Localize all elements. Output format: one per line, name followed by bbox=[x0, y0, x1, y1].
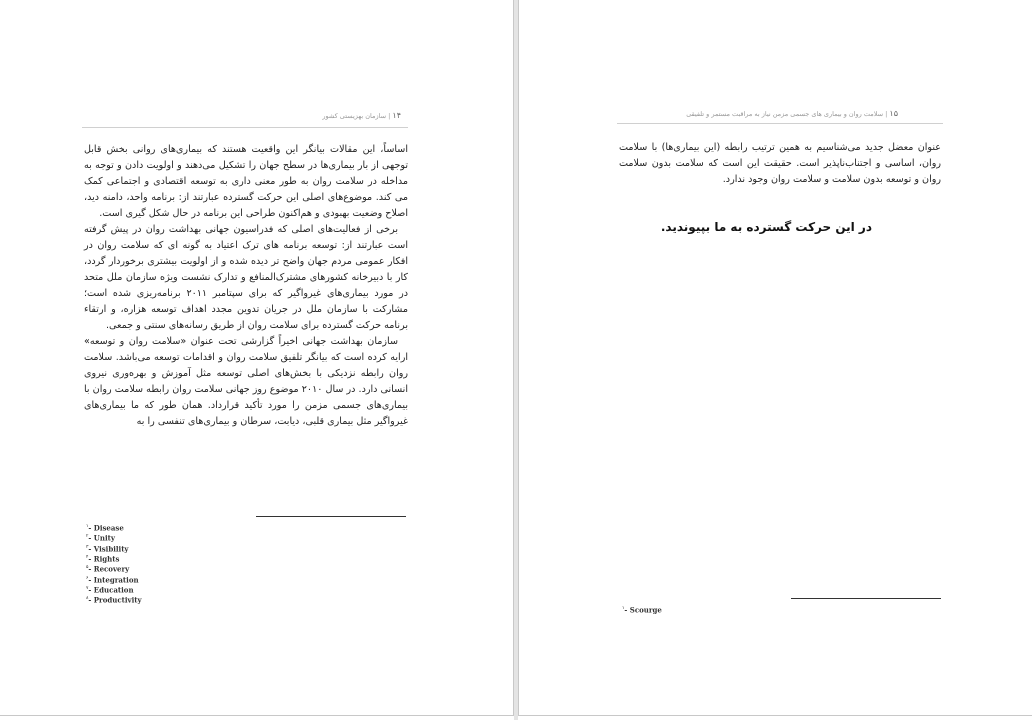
left-page bbox=[0, 0, 514, 716]
call-to-action-heading: در این حرکت گسترده به ما بپیوندید. bbox=[660, 220, 872, 234]
footnote-4: $^۴$- Rights bbox=[86, 554, 120, 564]
left-paragraph-2: برخی از فعالیت‌های اصلی که فدراسیون جهانی بهداشت روان در پیش گرفته است عبارتند از: توسعه برنامه های ترک اعتیاد به گونه ای که سلامت روان در افکار عمومی مردم جهان واضح تر دیده شده و از اولویت بیشتری برخوردار گردد، کار با دبیرخانه کشورهای مشترک‌المنافع و تدارک نشست ویژه سازمان ملل متحد در مورد بیماری‌های غیرواگیر که برای سپتامبر ۲۰۱۱ برنامه‌ریزی شده است؛ مشارکت با سازمان ملل در جریان تدوین مجدد اهداف توسعه هزاره، و ارتقاء برنامه حرکت گسترده برای سلامت روان از طریق رسانه‌های سنتی و جمعی. bbox=[84, 224, 408, 331]
right-page bbox=[518, 0, 1032, 716]
footnote-7: $^۷$- Education bbox=[86, 585, 134, 595]
footnote-5: $^۵$- Recovery bbox=[86, 564, 130, 574]
footnote-8: $^۸$- Productivity bbox=[86, 595, 142, 605]
right-running-header bbox=[686, 109, 898, 118]
left-header-separator: | bbox=[388, 112, 391, 120]
right-footnote-rule bbox=[791, 598, 941, 599]
left-paragraph-3: سازمان بهداشت جهانی اخیراً گزارشی تحت عنوان «سلامت روان و توسعه» ارایه کرده است که بیانگر تلفیق سلامت روان و اقدامات توسعه می‌باشد. سلامت روان رابطه نزدیکی با بخش‌های اصلی توسعه مثل آموزش و بهره‌وری نیروی انسانی دارد. در سال ۲۰۱۰ موضوع روز جهانی سلامت روان رابطه سلامت روان با بیماری‌های جسمی مزمن را مورد تأکید قرارداد. همان طور که ما بیماری‌های غیرواگیر مثل بیماری قلبی، دیابت، سرطان و بیماری‌های تنفسی را به bbox=[84, 336, 408, 427]
footnote-2: $^۲$- Unity bbox=[86, 533, 115, 543]
footnote-3: $^۳$- Visibility bbox=[86, 543, 129, 553]
left-footnotes bbox=[86, 522, 142, 605]
right-header-title: سلامت روان و بیماری های جسمی مزمن نیاز به مراقبت مستمر و تلفیقی bbox=[686, 110, 884, 118]
footnote-1: $^۱$- Disease bbox=[86, 523, 124, 533]
right-body-text bbox=[619, 140, 941, 188]
left-paragraph-1: اساساً، این مقالات بیانگر این واقعیت هستند که بیماری‌های روانی بخش قابل توجهی از بار بیماری‌ها در سطح جهان را تشکیل می‌دهند و اولویت دادن و توجه به مداخله در سلامت روان به طور معنی داری به توسعه اقتصادی و اجتماعی کمک می کند. موضوع‌های اصلی این حرکت گسترده عبارتند از: برنامه واحد، دامنه دید، اصلاح وضعیت بهبودی و هم‌اکنون طراحی این برنامه در حال شکل گیری است. bbox=[84, 144, 408, 219]
right-page-number: ۱۵ bbox=[889, 109, 898, 118]
right-header-separator: | bbox=[885, 110, 888, 118]
footnote-scourge: $^۱$- Scourge bbox=[622, 605, 662, 615]
left-running-header bbox=[322, 111, 401, 120]
right-footnotes bbox=[622, 604, 662, 614]
left-header-rule bbox=[82, 127, 408, 128]
right-header-rule bbox=[617, 123, 943, 124]
left-body-text bbox=[84, 142, 408, 430]
left-page-number: ۱۴ bbox=[392, 111, 401, 120]
left-footnote-rule bbox=[256, 516, 406, 517]
right-paragraph-1: عنوان معضل جدید می‌شناسیم به همین ترتیب رابطه (این بیماری‌ها) با سلامت روان، اساسی و اجتناب‌ناپذیر است. حقیقت این است که سلامت بدون سلامت روان و توسعه بدون سلامت و سلامت روان وجود ندارد. bbox=[619, 142, 941, 185]
left-header-title: سازمان بهزیستی کشور bbox=[322, 112, 387, 120]
footnote-6: $^۶$- Integration bbox=[86, 574, 139, 584]
